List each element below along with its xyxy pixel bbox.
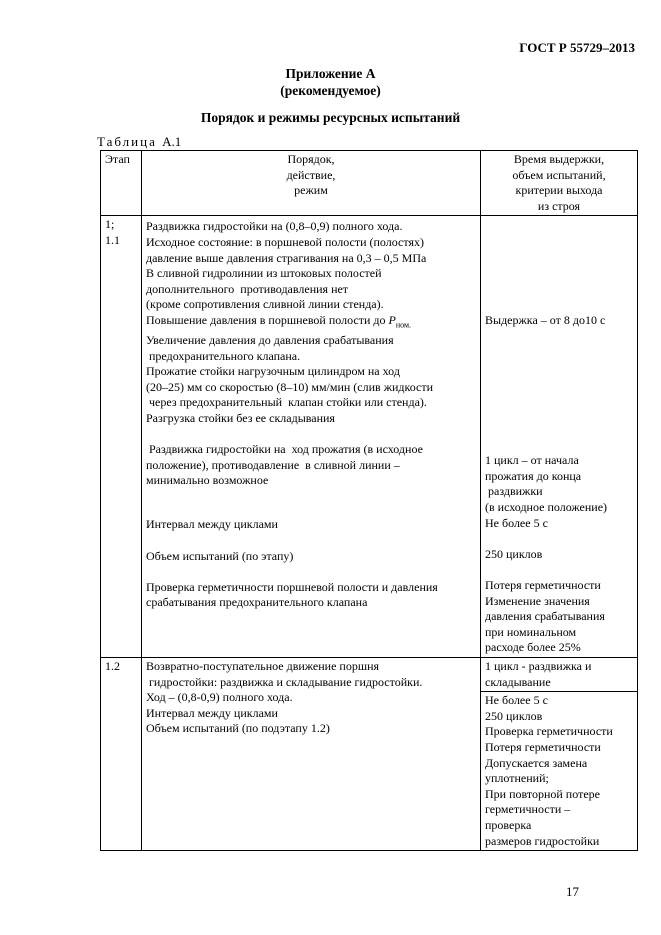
row1-order: Раздвижка гидростойки на (0,8–0,9) полного хода. Исходное состояние: в поршневой полости (полостях) давление выше давления страгивания на 0,3 – 0,5 МПа В сливной гидролинии из штоковых полостей дополнительного противодавления нет (кроме сопротивления сливной линии стенда). Повышение давления в поршневой полости до $P_{ном.}$ Увеличение давления до давления срабатывания предохранительного клапана. Прожатие стойки нагрузочным цилиндром на ход (20–25) мм со скоростью (8–10) мм/мин (слив жидкости через предохранительный клапан стойки или стенда). Разгрузка стойки без ее складывания Раздвижка гидростойки на ход прожатия (в исходное положение), противодавление в сливной линии – минимально возможное Интервал между циклами Объем испытаний (по этапу) Проверка герметичности поршневой полости и давления срабатывания предохранительного клапана — [142, 216, 481, 658]
page-number: 17 — [566, 884, 579, 899]
appendix-heading — [0, 65, 661, 99]
table-header-row — [101, 151, 638, 216]
pressure-line: Повышение давления в поршневой полости до $P_{ном.}$ — [146, 312, 412, 330]
row2-order: Возвратно-поступательное движение поршня гидростойки: раздвижка и складывание гидростойки. Ход – (0,8-0,9) полного хода. Интервал между циклами Объем испытаний (по подэтапу 1.2) — [142, 658, 481, 851]
header-order: Порядок, действие, режим — [142, 151, 481, 216]
table-caption — [97, 134, 181, 150]
table-caption-number: А.1 — [162, 134, 182, 149]
header-stage: Этап — [101, 151, 142, 216]
row1-time: Выдержка – от 8 до10 с 1 цикл – от начала прожатия до конца раздвижки (в исходное положение) Не более 5 с 250 циклов Потеря герметичности Изменение значения давления срабатывания при номинальном расходе более 25% — [481, 216, 638, 658]
table-row — [101, 658, 638, 692]
table-caption-word: Таблица — [97, 134, 157, 149]
header-time: Время выдержки, объем испытаний, критерии выхода из строя — [481, 151, 638, 216]
row1-stage: 1; 1.1 — [101, 216, 142, 658]
section-title: Порядок и режимы ресурсных испытаний — [200, 110, 461, 125]
row2-time-cycle: 1 цикл - раздвижка и складывание — [481, 658, 638, 692]
document-code: ГОСТ Р 55729–2013 — [519, 40, 635, 55]
test-modes-table — [100, 150, 638, 851]
appendix-subtitle: (рекомендуемое) — [280, 83, 381, 98]
row2-stage: 1.2 — [101, 658, 142, 851]
table-row — [101, 216, 638, 658]
row2-time-details: Не более 5 с 250 циклов Проверка герметичности Потеря герметичности Допускается замена уплотнений; При повторной потере герметичности – проверка размеров гидростойки — [481, 692, 638, 851]
appendix-title: Приложение А — [285, 66, 376, 81]
